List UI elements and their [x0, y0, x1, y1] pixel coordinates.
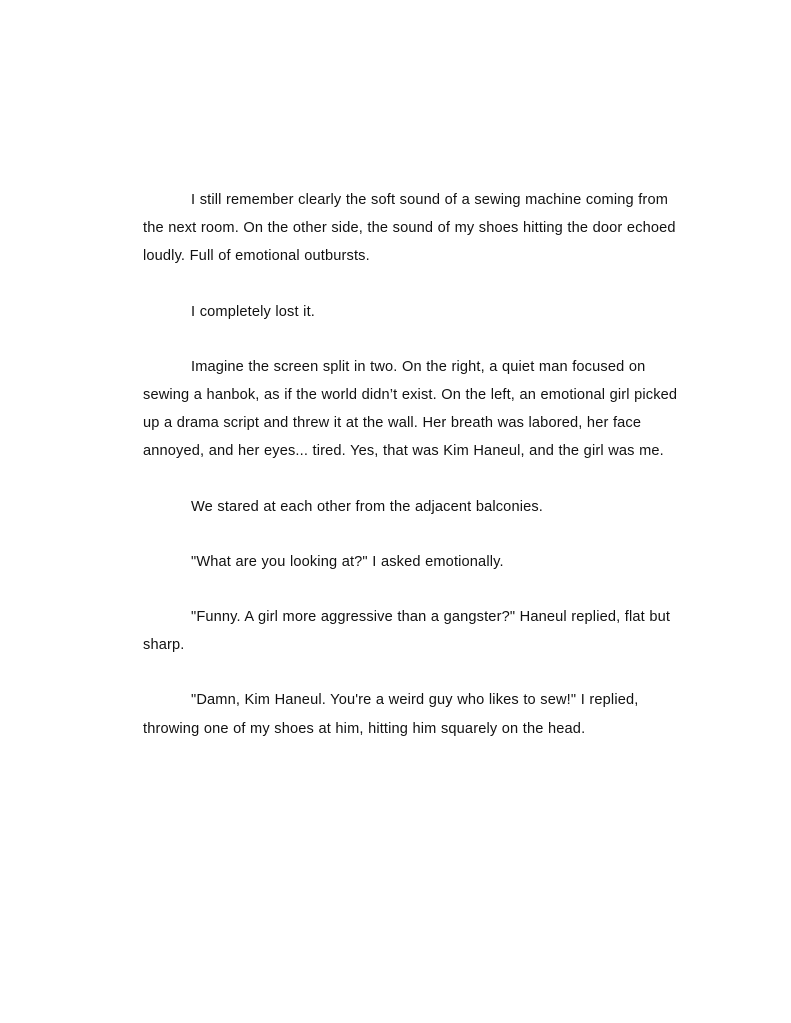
paragraph: I still remember clearly the soft sound of a sewing machine coming from the next room. On the other side, the sound of my shoes hitting the door echoed loudly. Full of emotional outbursts. — [143, 192, 676, 265]
paragraph: "Damn, Kim Haneul. You're a weird guy who likes to sew!" I replied, throwing one of my shoes at him, hitting him squarely on the head. — [143, 692, 639, 737]
paragraph: Imagine the screen split in two. On the right, a quiet man focused on sewing a hanbok, as if the world didn’t exist. On the left, an emotional girl picked up a drama script and threw it at the wall. Her breath was labored, her face annoyed, and her eyes... tired. Yes, that was Kim Haneul, and the girl was me. — [143, 358, 678, 460]
paragraph: "Funny. A girl more aggressive than a gangster?" Haneul replied, flat but sharp. — [143, 609, 671, 654]
paragraph: "What are you looking at?" I asked emotionally. — [191, 553, 504, 570]
document-text-body — [143, 186, 680, 743]
paragraph: We stared at each other from the adjacent balconies. — [191, 498, 543, 515]
paragraph: I completely lost it. — [191, 303, 315, 320]
